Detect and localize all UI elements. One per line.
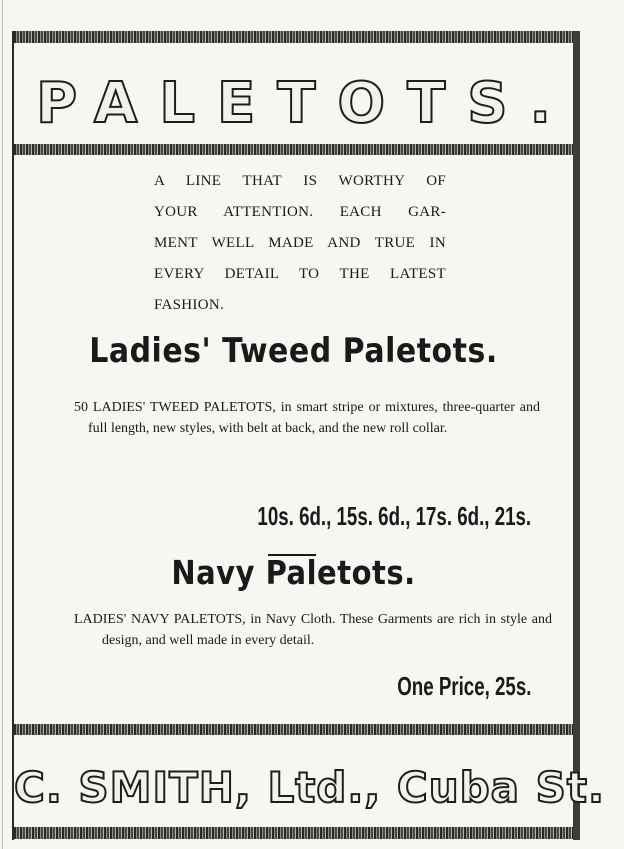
tweed-description: 50 LADIES' TWEED PALETOTS, in smart stripe or mixtures, three-quarter and full length, new styles, with belt at back, and the new roll collar.	[74, 400, 540, 436]
advertisement	[12, 31, 605, 840]
intro-paragraph	[154, 166, 446, 321]
intro-line: FASHION.	[154, 297, 225, 313]
intro-line: YOUR ATTENTION. EACH GAR-	[154, 204, 446, 220]
footer-divider-rule	[14, 724, 573, 735]
intro-line: A LINE THAT IS WORTHY OF	[154, 173, 446, 189]
tweed-prices: 10s. 6d., 15s. 6d., 17s. 6d., 21s.	[257, 501, 531, 531]
bottom-border-rule	[14, 827, 573, 839]
headline-divider-rule	[14, 144, 573, 155]
intro-line: EVERY DETAIL TO THE LATEST	[154, 266, 446, 282]
intro-line: MENT WELL MADE AND TRUE IN	[154, 235, 446, 251]
headline: PALETOTS.	[36, 71, 573, 136]
tweed-heading: Ladies' Tweed Paletots.	[89, 331, 498, 372]
merchant-name: C. SMITH, Ltd., Cuba St.	[14, 763, 605, 812]
navy-heading: Navy Paletots.	[171, 553, 416, 593]
page-edge	[2, 0, 3, 849]
navy-price: One Price, 25s.	[396, 671, 531, 701]
navy-description: LADIES' NAVY PALETOTS, in Navy Cloth. These Garments are rich in style and design, and well made in every detail.	[74, 612, 552, 648]
top-border-rule	[14, 31, 573, 43]
